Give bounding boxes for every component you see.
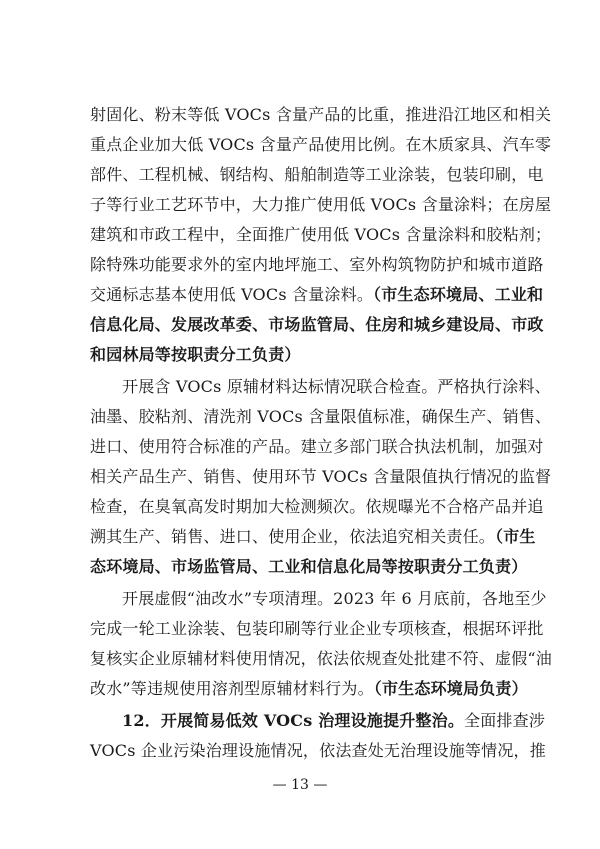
responsibility-note: （市生 [495, 527, 536, 546]
paragraph-line: 进口、使用符合标准的产品。建立多部门联合执法机制，加强对 [90, 437, 544, 456]
paragraph-line: 开展虚假“油改水”专项清理。2023 年 6 月底前，各地至少 [122, 589, 547, 608]
responsibility-note: 态环境局、市场监管局、工业和信息化局等按职责分工负责） [90, 557, 528, 576]
paragraph-line: 除特殊功能要求外的室内地坪施工、室外构筑物防护和城市道路 [90, 255, 544, 274]
paragraph-line: VOCs 企业污染治理设施情况，依法查处无治理设施等情况，推 [90, 741, 546, 760]
paragraph-line [90, 280, 544, 310]
paragraph-line: 油墨、胶粘剂、清洗剂 VOCs 含量限值标准，确保生产、销售、 [90, 407, 552, 426]
responsibility-note: （市生态环境局负责） [373, 679, 528, 698]
paragraph-line: 射固化、粉末等低 VOCs 含量产品的比重，推进沿江地区和相关 [90, 105, 552, 124]
paragraph-line: 开展含 VOCs 原辅材料达标情况联合检查。严格执行涂料、 [122, 377, 551, 396]
paragraph-line: 相关产品生产、销售、使用环节 VOCs 含量限值执行情况的监督 [90, 467, 552, 486]
responsibility-note: （市生态环境局、工业和 [373, 285, 544, 304]
paragraph-line: 子等行业工艺环节中，大力推广使用低 VOCs 含量涂料；在房屋 [90, 195, 552, 214]
paragraph-line [90, 522, 534, 552]
paragraph-line: 重点企业加大低 VOCs 含量产品使用比例。在木质家具、汽车零 [90, 135, 552, 154]
paragraph-line: 复核实企业原辅材料使用情况，依法依规查处批建不符、虚假“油 [90, 649, 552, 668]
line-text: 溯其生产、销售、进口、使用企业，依法追究相关责任。 [90, 527, 496, 546]
paragraph-line: 建筑和市政工程中，全面推广使用低 VOCs 含量涂料和胶粘剂； [90, 225, 552, 244]
page-number: — 13 — [272, 777, 328, 793]
responsibility-note: 和园林局等按职责分工负责） [90, 345, 301, 364]
paragraph-line [90, 674, 534, 704]
section-heading: 12．开展简易低效 VOCs 治理设施提升整治。 [122, 711, 465, 730]
paragraph-line: 完成一轮工业涂装、包装印刷等行业企业专项核查，根据环评批 [90, 619, 544, 638]
line-text: 全面排查涉 [464, 711, 546, 730]
responsibility-note: 信息化局、发展改革委、市场监管局、住房和城乡建设局、市政 [90, 315, 544, 334]
section-heading-line [122, 706, 546, 736]
paragraph-line: 检查，在臭氧高发时期加大检测频次。依规曝光不合格产品并追 [90, 497, 544, 516]
line-text: 交通标志基本使用低 VOCs 含量涂料。 [90, 285, 374, 304]
paragraph-line: 部件、工程机械、钢结构、船舶制造等工业涂装，包装印刷，电 [90, 165, 544, 184]
line-text: 改水”等违规使用溶剂型原辅材料行为。 [90, 679, 374, 698]
